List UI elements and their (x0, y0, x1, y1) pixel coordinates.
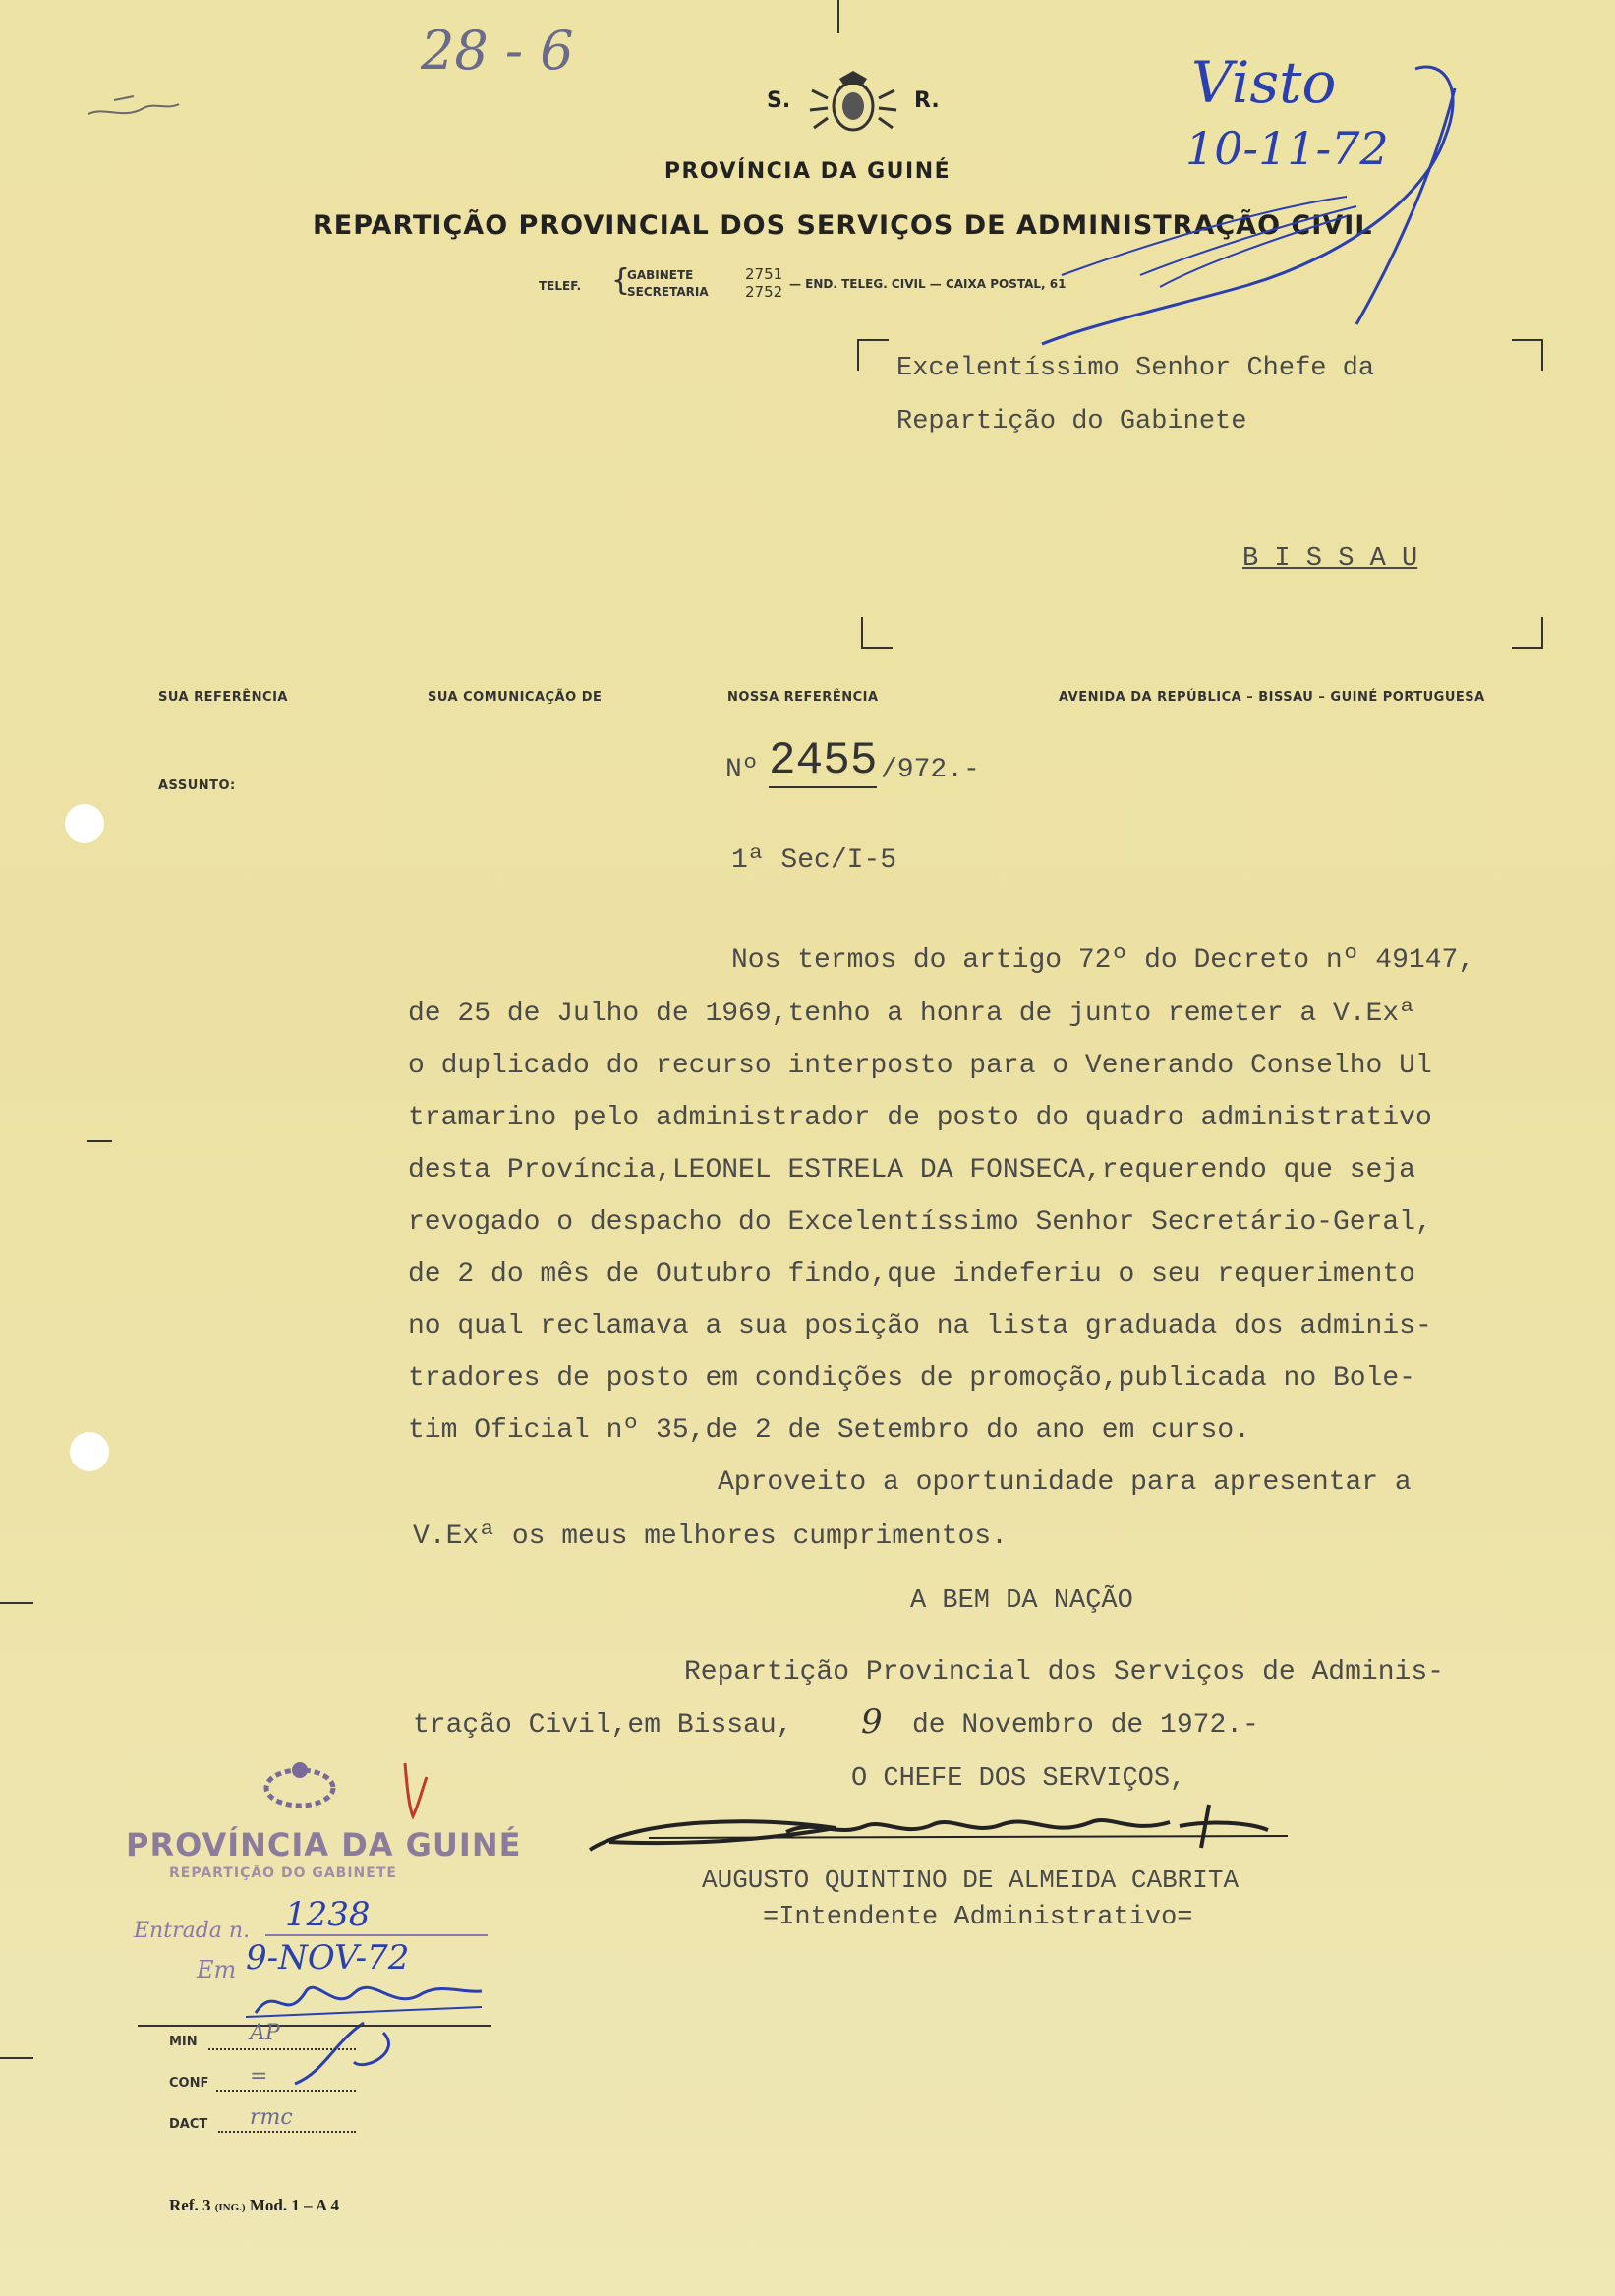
sr-right: R. (914, 88, 940, 113)
window-corner-br (1512, 617, 1543, 649)
top-fold-mark (837, 0, 839, 33)
gabinete-label: GABINETE (627, 268, 694, 282)
stamp-entrada-line (265, 1934, 488, 1936)
closing-place-line-1: Repartição Provincial dos Serviços de Adminis- (684, 1657, 1444, 1688)
signatory-name: AUGUSTO QUINTINO DE ALMEIDA CABRITA (702, 1866, 1240, 1895)
reference-number: 2455 (769, 735, 878, 786)
punch-hole-bottom (70, 1432, 109, 1471)
address-label: AVENIDA DA REPÚBLICA – BISSAU – GUINÉ PORTUGUESA (1059, 690, 1485, 705)
margin-tick (0, 2057, 33, 2059)
body-line: Aproveito a oportunidade para apresentar a (718, 1467, 1412, 1498)
window-corner-bl (861, 617, 893, 649)
telef-brace: { (611, 263, 631, 298)
handwritten-visto: Visto (1191, 49, 1337, 116)
body-line: revogado o despacho do Excelentíssimo Senhor Secretário-Geral, (408, 1207, 1432, 1237)
province-heading: PROVÍNCIA DA GUINÉ (663, 159, 952, 184)
body-line: de 25 de Julho de 1969,tenho a honra de junto remeter a V.Exª (408, 999, 1415, 1029)
closing-place-line-2b: de Novembro de 1972.- (912, 1710, 1259, 1741)
signature (580, 1799, 1327, 1867)
telegraph-postal-info: — END. TELEG. CIVIL — CAIXA POSTAL, 61 (789, 277, 1067, 291)
margin-tick (0, 1602, 33, 1604)
closing-handwritten-day: 9 (861, 1702, 883, 1742)
assunto-label: ASSUNTO: (158, 778, 236, 793)
section-code: 1ª Sec/I-5 (731, 845, 897, 876)
closing-place-line-2a: tração Civil,em Bissau, (413, 1710, 793, 1741)
body-line: de 2 do mês de Outubro findo,que indeferiu o seu requerimento (408, 1259, 1415, 1290)
recipient-line-1: Excelentíssimo Senhor Chefe da (896, 354, 1375, 383)
stamp-conf-label: CONF (169, 2076, 209, 2091)
closing-motto: A BEM DA NAÇÃO (910, 1586, 1133, 1616)
telef-label: TELEF. (539, 279, 582, 293)
body-line: tim Oficial nº 35,de 2 de Setembro do ano em curso. (408, 1415, 1250, 1446)
stamp-department: REPARTIÇÃO DO GABINETE (169, 1866, 397, 1881)
red-check-mark (395, 1757, 434, 1826)
signatory-title: =Intendente Administrativo= (763, 1903, 1193, 1932)
closing-role: O CHEFE DOS SERVIÇOS, (851, 1764, 1186, 1794)
body-line: V.Exª os meus melhores cumprimentos. (413, 1521, 1008, 1552)
window-corner-tl (857, 339, 889, 371)
stamp-entrada-label: Entrada n. (134, 1919, 251, 1943)
handwritten-file-number: 28 - 6 (421, 20, 574, 82)
stamp-province: PROVÍNCIA DA GUINÉ (126, 1826, 522, 1864)
footer-ing: (ING.) (214, 2202, 246, 2213)
punch-hole-top (65, 804, 104, 843)
stamp-dact-value: rmc (250, 2105, 293, 2130)
handwritten-visto-date: 10-11-72 (1185, 122, 1389, 175)
footer-ref-code: Ref. 3 (169, 2196, 211, 2214)
stamp-crest-icon (246, 1754, 354, 1813)
window-corner-tr (1512, 339, 1543, 371)
body-line: o duplicado do recurso interposto para o Venerando Conselho Ul (408, 1051, 1432, 1081)
recipient-city: B I S S A U (1242, 545, 1418, 574)
stamp-dact-line (218, 2131, 356, 2133)
body-line: Nos termos do artigo 72º do Decreto nº 49147, (731, 946, 1475, 976)
stamp-em-label: Em (197, 1956, 237, 1983)
stamp-em-date: 9-NOV-72 (246, 1938, 410, 1978)
sua-referencia-label: SUA REFERÊNCIA (158, 690, 288, 705)
coat-of-arms-emblem (808, 69, 898, 138)
department-heading: REPARTIÇÃO PROVINCIAL DOS SERVIÇOS DE ADMINISTRAÇÃO CIVIL (313, 210, 1373, 241)
stamp-min-value: AP (250, 2021, 280, 2045)
stamp-conf-line (216, 2090, 356, 2092)
stamp-entrada-number: 1238 (285, 1895, 371, 1934)
nossa-referencia-label: NOSSA REFERÊNCIA (727, 690, 879, 705)
stamp-dact-label: DACT (169, 2117, 208, 2132)
body-line: tradores de posto em condições de promoção,publicada no Bole- (408, 1363, 1415, 1394)
gabinete-phone: 2751 (745, 265, 783, 283)
footer-model: Mod. 1 – A 4 (249, 2196, 339, 2214)
recipient-line-2: Repartição do Gabinete (896, 407, 1247, 436)
reference-prefix: Nº (725, 755, 759, 785)
sr-left: S. (767, 88, 791, 113)
stamp-min-line (208, 2048, 356, 2050)
reference-year: /972.- (881, 755, 980, 785)
body-line: desta Província,LEONEL ESTRELA DA FONSECA,requerendo que seja (408, 1155, 1415, 1185)
footer-ref (169, 2196, 339, 2215)
handwritten-visto-strokes (1022, 29, 1514, 354)
stamp-conf-value: = (250, 2064, 268, 2089)
secretaria-label: SECRETARIA (627, 285, 709, 299)
sua-comunicacao-label: SUA COMUNICAÇÃO DE (428, 690, 603, 705)
margin-tick (87, 1140, 112, 1142)
secretaria-phone: 2752 (745, 283, 783, 301)
corner-scrawl (85, 90, 183, 130)
stamp-min-label: MIN (169, 2035, 198, 2049)
body-line: no qual reclamava a sua posição na lista graduada dos adminis- (408, 1311, 1432, 1342)
body-line: tramarino pelo administrador de posto do quadro administrativo (408, 1103, 1432, 1133)
stamp-rule (138, 2025, 491, 2027)
